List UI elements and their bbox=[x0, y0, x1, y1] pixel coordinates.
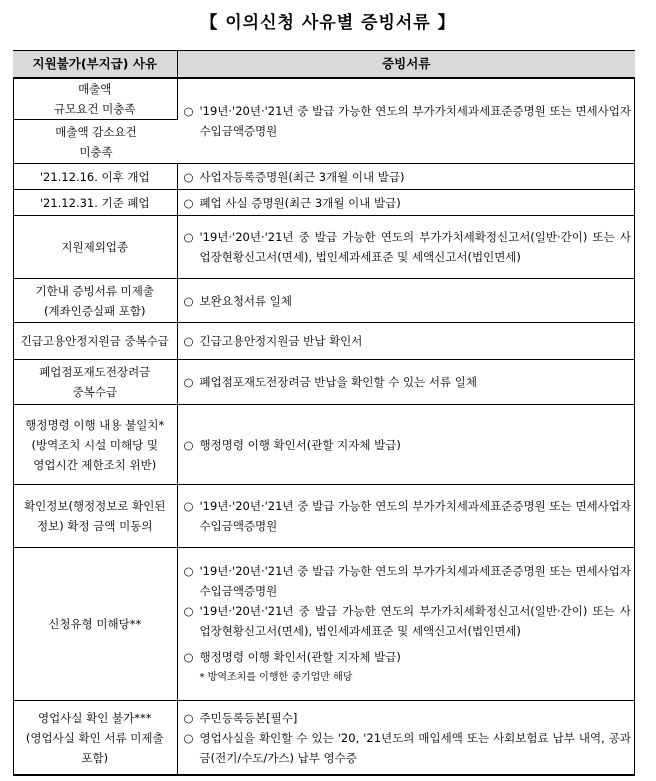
bullet-icon: ○ bbox=[183, 604, 194, 618]
table-row bbox=[13, 279, 635, 323]
list-item: ○ '19년·'20년·'21년 중 발급 가능한 연도의 부가가치세확정신고서(일반·간이) 또는 사업장현황신고서(면세), 법인세과세표준 및 세액신고서(법인면세) bbox=[184, 601, 632, 641]
docs-excluded bbox=[177, 216, 635, 279]
page-title: 【 이의신청 사유별 증빙서류 】 bbox=[200, 13, 456, 33]
reason-confirm: 확인정보(행정정보로 확인된 정보) 확정 금액 미동의 bbox=[13, 485, 177, 548]
table-row bbox=[13, 701, 635, 775]
reason-closed: '21.12.31. 기준 폐업 bbox=[13, 190, 177, 216]
reason-type: 신청유형 미해당** bbox=[13, 548, 177, 701]
reason-business: 영업사실 확인 불가*** (영업사실 확인 서류 미제출 포함) bbox=[13, 701, 177, 775]
docs-business bbox=[177, 701, 635, 775]
table-row bbox=[13, 190, 635, 216]
reason-reopen: 폐업점포재도전장려금 중복수급 bbox=[13, 360, 177, 405]
list-item: ○ 폐업점포재도전장려금 반납을 확인할 수 있는 서류 일체 bbox=[184, 372, 632, 392]
reason-excluded: 지원제외업종 bbox=[13, 216, 177, 279]
docs-order bbox=[177, 405, 635, 485]
bullet-icon: ○ bbox=[183, 293, 194, 308]
docs-closed bbox=[177, 190, 635, 216]
bullet-icon: ○ bbox=[183, 564, 194, 578]
table-row bbox=[13, 360, 635, 405]
footnote: * 방역조치를 이행한 중기업만 해당 bbox=[199, 672, 353, 683]
list-item: ○ 긴급고용안정지원금 반납 확인서 bbox=[184, 331, 632, 351]
docs-deadline bbox=[177, 279, 635, 323]
bullet-icon: ○ bbox=[183, 230, 194, 244]
list-item: ○ 보완요청서류 일체 bbox=[184, 291, 632, 311]
table-row bbox=[13, 548, 635, 701]
reason-emergency: 긴급고용안정지원금 중복수급 bbox=[13, 323, 177, 360]
bullet-icon: ○ bbox=[183, 169, 194, 184]
docs-opened bbox=[177, 164, 635, 190]
list-item: ○ 폐업 사실 증명원(최근 3개월 이내 발급) bbox=[184, 193, 632, 213]
evidence-table bbox=[13, 51, 635, 775]
list-item: ○ 주민등록등본[필수] bbox=[184, 708, 632, 728]
reason-sales-size: 매출액 규모요건 미충족 bbox=[13, 78, 177, 120]
docs-emergency bbox=[177, 323, 635, 360]
bullet-icon: ○ bbox=[183, 195, 194, 210]
header-reason: 지원불가(부지급) 사유 bbox=[13, 51, 177, 78]
reason-sales-decline: 매출액 감소요건 미충족 bbox=[13, 120, 177, 164]
reason-opened: '21.12.16. 이후 개업 bbox=[13, 164, 177, 190]
bullet-icon: ○ bbox=[183, 334, 194, 348]
list-item: ○ 행정명령 이행 확인서(관할 지자체 발급) bbox=[184, 435, 632, 455]
bullet-icon: ○ bbox=[183, 710, 194, 725]
table-header-row bbox=[13, 51, 635, 78]
list-item: ○ 영업사실을 확인할 수 있는 '20, '21년도의 매입세액 또는 사회보험료 납부 내역, 공과금(전기/수도/가스) 납부 영수증 bbox=[184, 728, 632, 768]
list-item: ○ '19년·'20년·'21년 중 발급 가능한 연도의 부가가치세과세표준증명원 또는 면세사업자수입금액증명원 bbox=[184, 561, 632, 601]
list-item: ○ '19년·'20년·'21년 중 발급 가능한 연도의 부가가치세과세표준증명원 또는 면세사업자수입금액증명원 bbox=[184, 496, 632, 536]
docs-type bbox=[177, 548, 635, 701]
list-item: ○ 사업자등록증명원(최근 3개월 이내 발급) bbox=[184, 167, 632, 187]
list-item: ○ '19년·'20년·'21년 중 발급 가능한 연도의 부가가치세과세표준증명원 또는 면세사업자수입금액증명원 bbox=[184, 101, 632, 141]
bullet-icon: ○ bbox=[183, 104, 194, 118]
table-row bbox=[13, 485, 635, 548]
bullet-icon: ○ bbox=[183, 437, 194, 452]
bullet-icon: ○ bbox=[183, 375, 194, 389]
reason-order: 행정명령 이행 내용 불일치* (방역조치 시설 미해당 및 영업시간 제한조치 위반) bbox=[13, 405, 177, 485]
list-item: ○ 행정명령 이행 확인서(관할 지자체 발급) bbox=[184, 647, 632, 667]
table-row bbox=[13, 78, 635, 120]
table-row bbox=[13, 405, 635, 485]
reason-deadline: 기한내 증빙서류 미제출 (계좌인증실패 포함) bbox=[13, 279, 177, 323]
bullet-icon: ○ bbox=[183, 499, 194, 513]
table-row bbox=[13, 323, 635, 360]
bullet-icon: ○ bbox=[183, 730, 194, 745]
table-row bbox=[13, 216, 635, 279]
header-docs: 증빙서류 bbox=[177, 51, 635, 78]
docs-sales bbox=[177, 78, 635, 164]
table-row bbox=[13, 164, 635, 190]
bullet-icon: ○ bbox=[183, 650, 194, 664]
docs-reopen bbox=[177, 360, 635, 405]
list-item: ○ '19년·'20년·'21년 중 발급 가능한 연도의 부가가치세확정신고서(일반·간이) 또는 사업장현황신고서(면세), 법인세과세표준 및 세액신고서(법인면세) bbox=[184, 227, 632, 267]
docs-confirm bbox=[177, 485, 635, 548]
